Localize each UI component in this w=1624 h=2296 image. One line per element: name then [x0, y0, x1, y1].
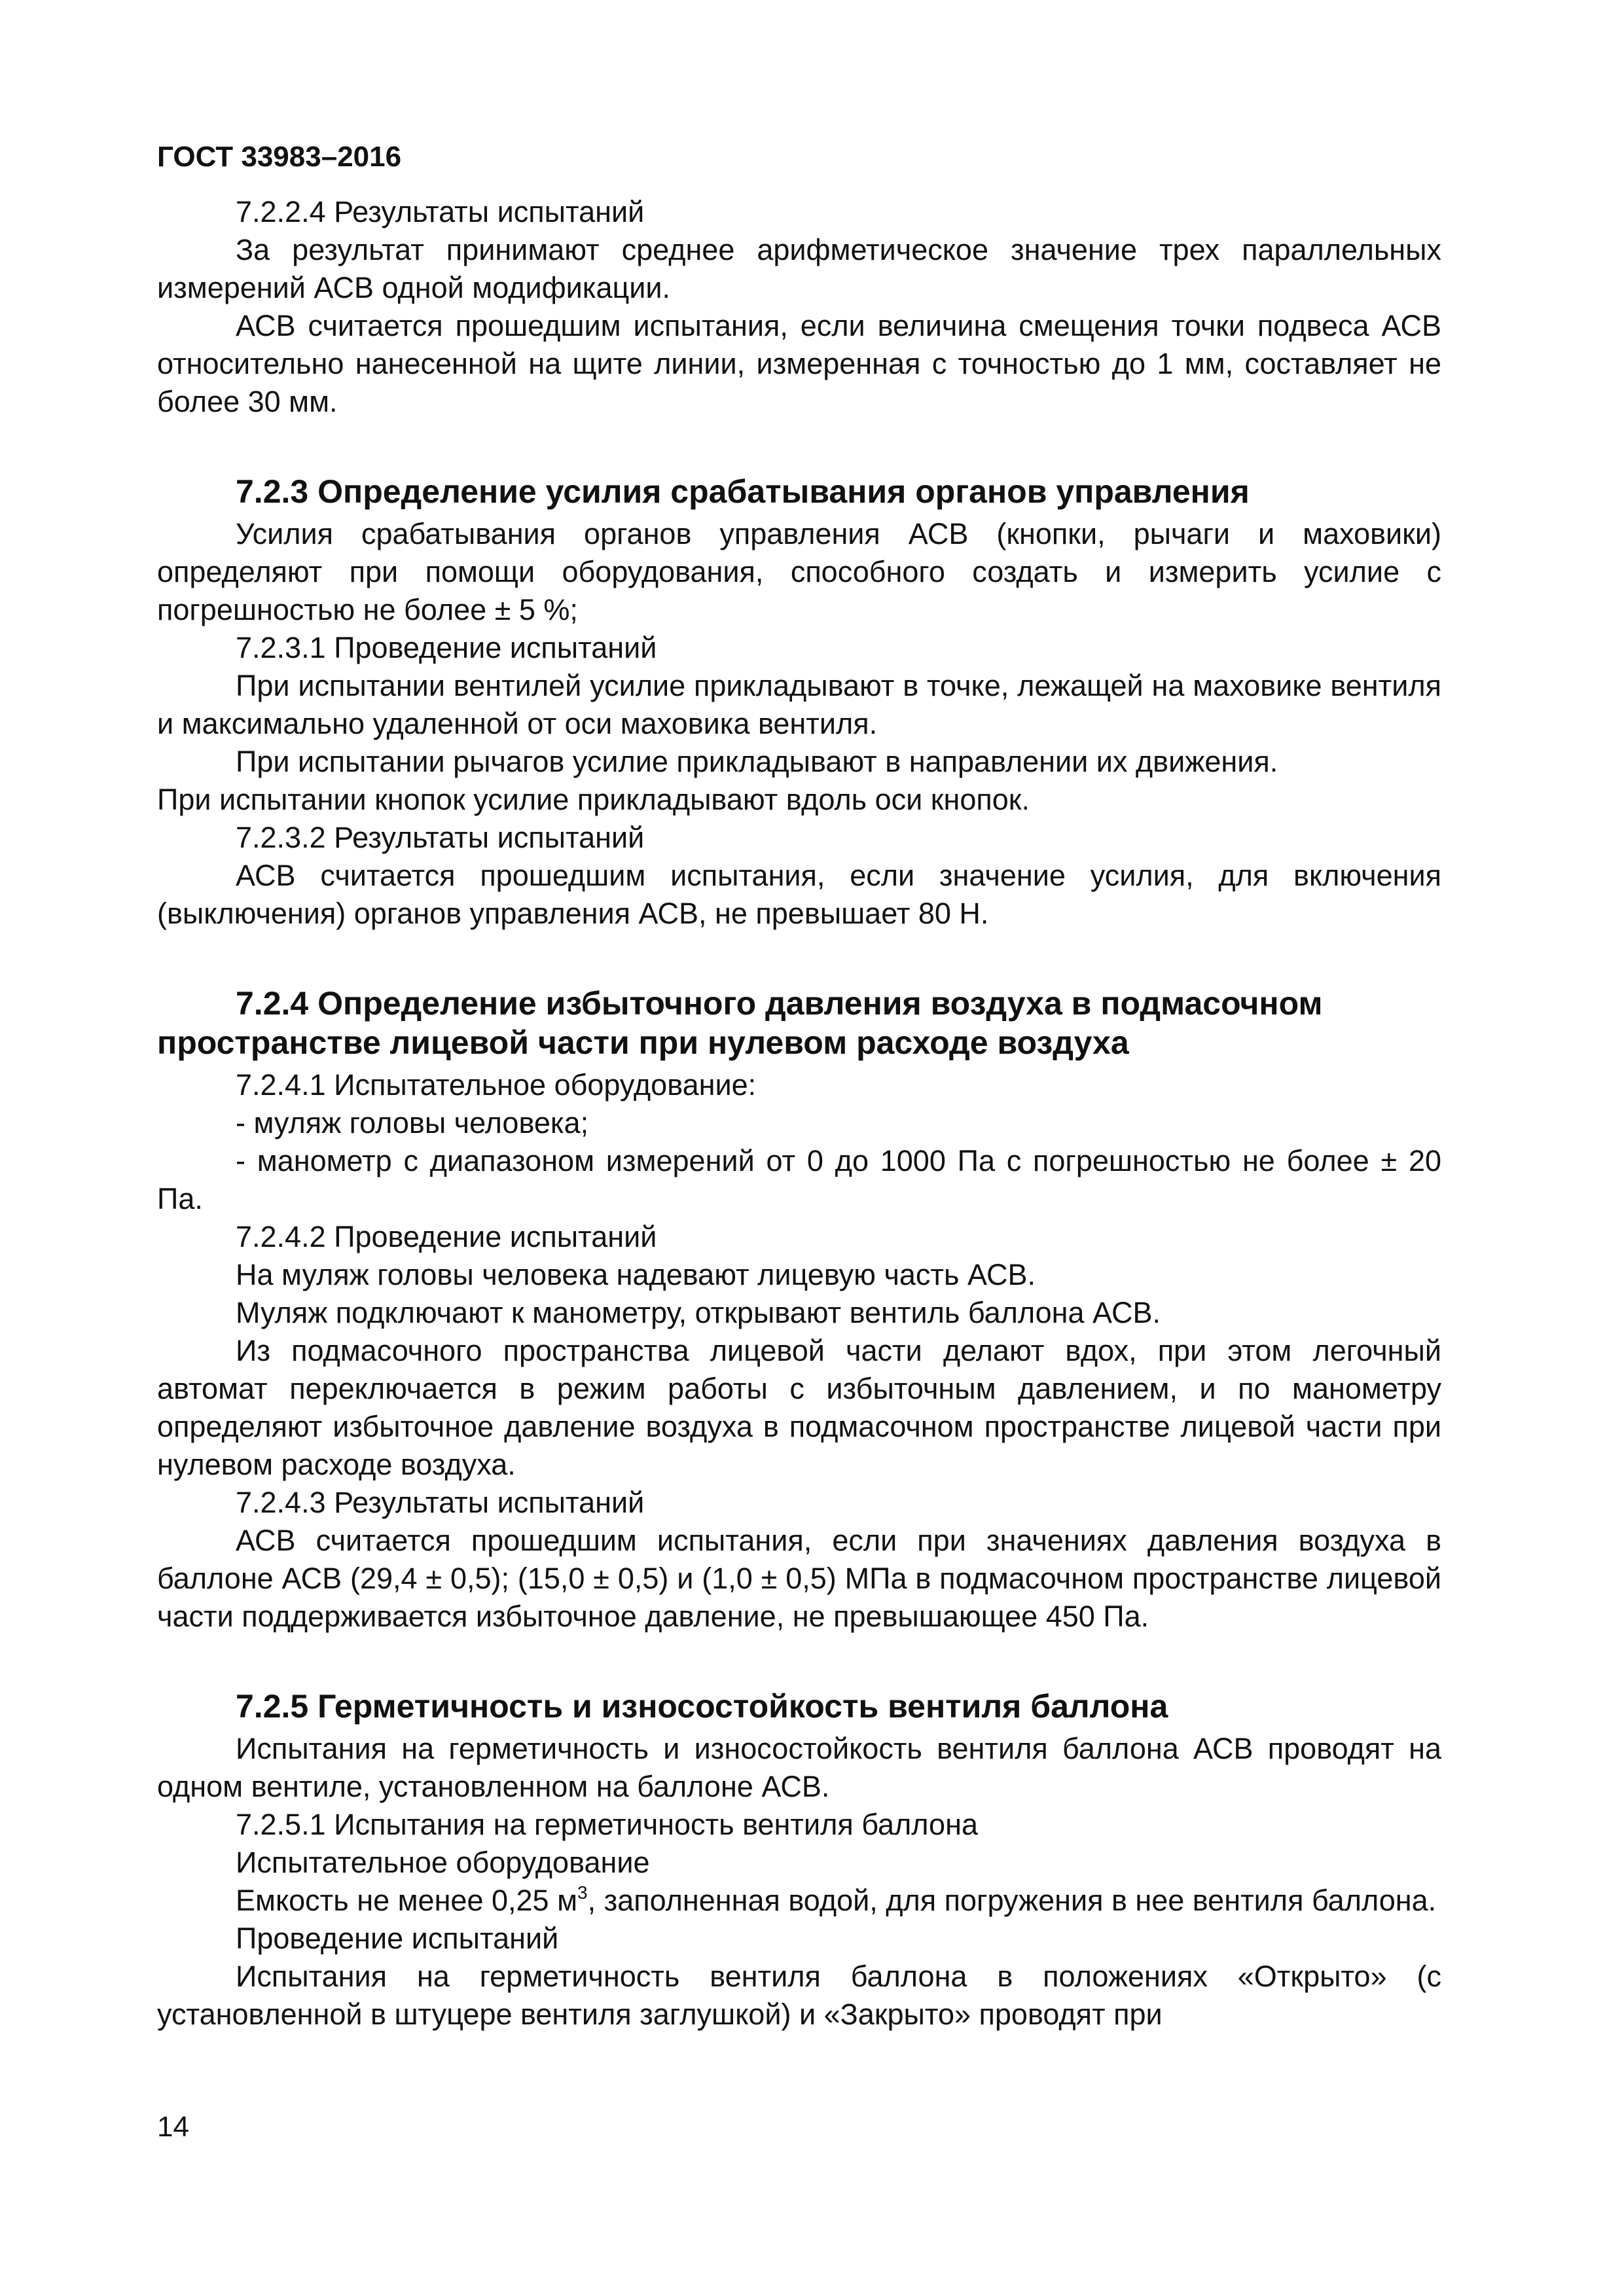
paragraph: Муляж подключают к манометру, открывают вентиль баллона АСВ. [236, 1296, 1161, 1329]
subsection-title: Проведение испытаний [236, 1922, 559, 1955]
list-item: - муляж головы человека; [236, 1106, 589, 1139]
document-code: ГОСТ 33983–2016 [157, 141, 402, 173]
paragraph: При испытании рычагов усилие прикладывают в направлении их движения. [236, 745, 1278, 778]
superscript: 3 [577, 1882, 588, 1903]
subsection-title: Испытательное оборудование [236, 1846, 650, 1879]
paragraph: АСВ считается прошедшим испытания, если при значениях давления воздуха в баллоне АСВ (29,4 ± 0,5); (15,0 ± 0,5) и (1,0 ± 0,5) МПа в подмасочном пространстве лицевой части поддерживается избыточное давление, не превышающее 450 Па. [157, 1524, 1441, 1633]
section-heading: 7.2.4 Определение избыточного давления воздуха в подмасочном пространстве лицевой части при нулевом расходе воздуха [157, 985, 1323, 1061]
paragraph: При испытании вентилей усилие прикладывают в точке, лежащей на маховике вентиля и максимально удаленной от оси маховика вентиля. [157, 669, 1441, 740]
document-body [157, 193, 1441, 2034]
paragraph: Усилия срабатывания органов управления АСВ (кнопки, рычаги и маховики) определяют при помощи оборудования, способного создать и измерить усилие с погрешностью не более ± 5 %; [157, 517, 1441, 626]
subsection-title: 7.2.5.1 Испытания на герметичность вентиля баллона [236, 1808, 978, 1841]
subsection-title: 7.2.3.2 Результаты испытаний [236, 821, 645, 854]
text-span: Емкость не менее 0,25 м [236, 1884, 578, 1917]
subsection-title: 7.2.4.1 Испытательное оборудование: [236, 1068, 757, 1102]
paragraph: Испытания на герметичность вентиля баллона в положениях «Открыто» (с установленной в штуцере вентиля заглушкой) и «Закрыто» проводят при [157, 1960, 1441, 2031]
paragraph: За результат принимают среднее арифметическое значение трех параллельных измерений АСВ одной модификации. [157, 233, 1441, 304]
paragraph: При испытании кнопок усилие прикладывают вдоль оси кнопок. [157, 783, 1030, 816]
paragraph [157, 1882, 1441, 1920]
paragraph: АСВ считается прошедшим испытания, если значение усилия, для включения (выключения) органов управления АСВ, не превышает 80 Н. [157, 859, 1441, 930]
section-heading: 7.2.3 Определение усилия срабатывания органов управления [236, 473, 1250, 510]
paragraph: На муляж головы человека надевают лицевую часть АСВ. [236, 1258, 1036, 1291]
subsection-title: 7.2.4.2 Проведение испытаний [236, 1220, 657, 1253]
section-heading: 7.2.5 Герметичность и износостойкость вентиля баллона [236, 1688, 1168, 1725]
paragraph: Из подмасочного пространства лицевой части делают вдох, при этом легочный автомат переключается в режим работы с избыточным давлением, и по манометру определяют избыточное давление воздуха в подмасочном пространстве лицевой части при нулевом расходе воздуха. [157, 1334, 1441, 1481]
paragraph: АСВ считается прошедшим испытания, если величина смещения точки подвеса АСВ относительно нанесенной на щите линии, измеренная с точностью до 1 мм, составляет не более 30 мм. [157, 309, 1441, 418]
page-number: 14 [157, 2111, 189, 2143]
subsection-title: 7.2.2.4 Результаты испытаний [236, 195, 645, 228]
list-item: - манометр с диапазоном измерений от 0 до 1000 Па с погрешностью не более ± 20 Па. [157, 1144, 1441, 1215]
paragraph: Испытания на герметичность и износостойкость вентиля баллона АСВ проводят на одном вентиле, установленном на баллоне АСВ. [157, 1732, 1441, 1803]
subsection-title: 7.2.4.3 Результаты испытаний [236, 1486, 645, 1519]
text-span: , заполненная водой, для погружения в нее вентиля баллона. [587, 1884, 1437, 1917]
subsection-title: 7.2.3.1 Проведение испытаний [236, 631, 657, 664]
